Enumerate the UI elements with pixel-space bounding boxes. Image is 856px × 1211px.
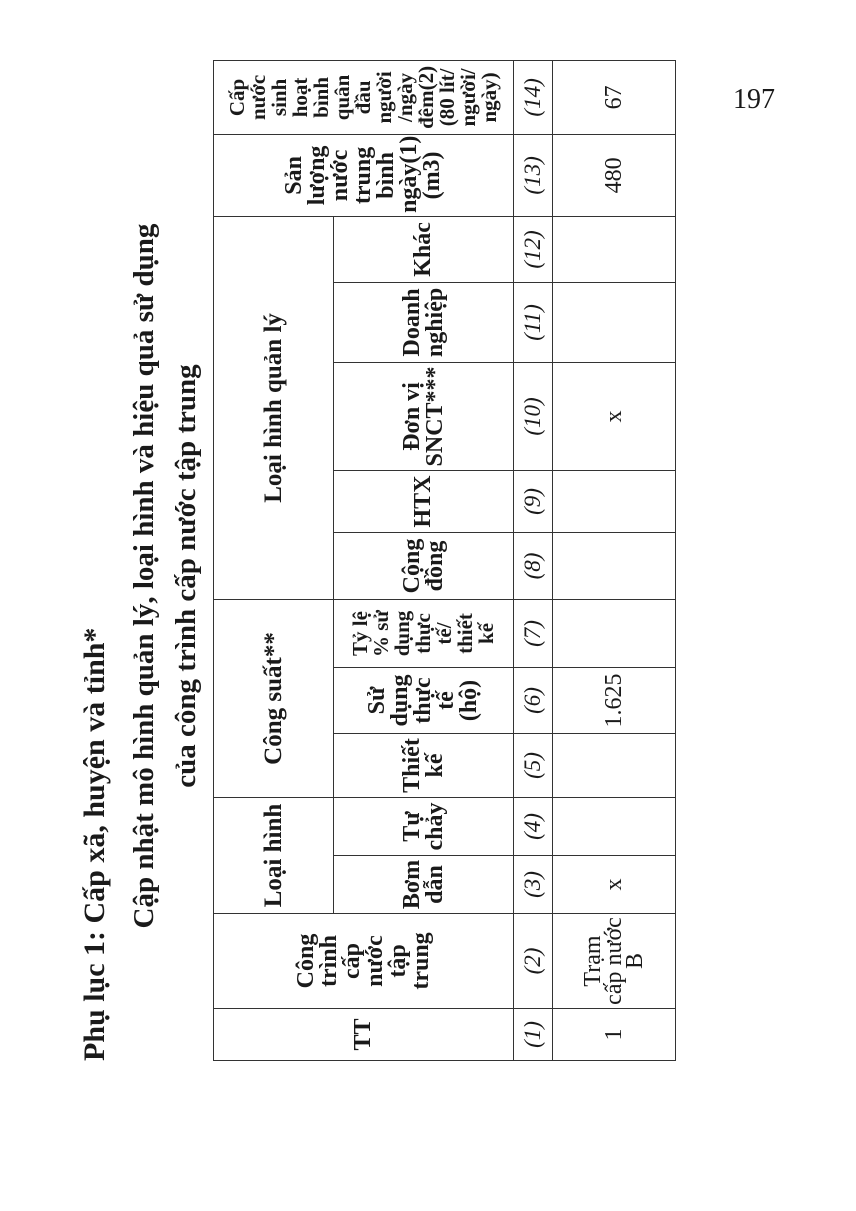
cell-san-luong: 480 [553,134,676,216]
header-doanh-nghiep: Doanh nghiệp [334,282,514,362]
header-ty-le: Tỷ lệ % sử dụng thực tế/ thiết kế [334,599,514,667]
col-number: (13) [514,134,553,216]
col-number: (4) [514,798,553,856]
col-number: (12) [514,216,553,282]
header-khac: Khác [334,216,514,282]
cell-bom-dan: x [553,856,676,914]
col-number: (1) [514,1009,553,1061]
cell-ty-le [553,599,676,667]
appendix-title: Phụ lục 1: Cấp xã, huyện và tỉnh* [78,627,111,1061]
cell-cap-nuoc: 67 [553,60,676,134]
col-number: (5) [514,734,553,798]
cell-cong-trinh: Trạm cấp nước B [553,914,676,1009]
col-number: (3) [514,856,553,914]
header-cap-nuoc: Cấp nước sinh hoạt bình quân đầu người /ngày đêm(2) (80 lít/ người/ ngày) [214,60,514,134]
table-title-line-2: của công trình cấp nước tập trung [170,364,202,788]
header-bom-dan: Bơm dẫn [334,856,514,914]
cell-don-vi: x [553,362,676,470]
header-loai-hinh-quan-ly: Loại hình quản lý [214,216,334,599]
col-number: (8) [514,532,553,599]
cell-doanh-nghiep [553,282,676,362]
header-don-vi: Đơn vị SNCT*** [334,362,514,470]
cell-khac [553,216,676,282]
column-number-row [514,60,553,1060]
cell-cong-dong [553,532,676,599]
cell-tt: 1 [553,1009,676,1061]
header-san-luong: Sản lượng nước trung bình ngày(1) (m3) [214,134,514,216]
table-row [553,60,676,1060]
header-cong-suat: Công suất** [214,599,334,797]
header-cong-dong: Cộng đồng [334,532,514,599]
table-title-line-1: Cập nhật mô hình quản lý, loại hình và hiệu quả sử dụng [128,223,160,929]
header-htx: HTX [334,470,514,532]
col-number: (9) [514,470,553,532]
page-number: 197 [733,84,775,115]
cell-thiet-ke [553,734,676,798]
cell-su-dung: 1.625 [553,668,676,734]
col-number: (7) [514,599,553,667]
col-number: (11) [514,282,553,362]
water-supply-table [213,60,676,1061]
header-tt: TT [214,1009,514,1061]
col-number: (10) [514,362,553,470]
cell-tu-chay [553,798,676,856]
header-thiet-ke: Thiết kế [334,734,514,798]
col-number: (6) [514,668,553,734]
cell-htx [553,470,676,532]
header-loai-hinh: Loại hình [214,798,334,914]
header-tu-chay: Tự chảy [334,798,514,856]
header-cong-trinh: Công trình cấp nước tập trung [214,914,514,1009]
col-number: (2) [514,914,553,1009]
header-su-dung: Sử dụng thực tế (hộ) [334,668,514,734]
col-number: (14) [514,60,553,134]
